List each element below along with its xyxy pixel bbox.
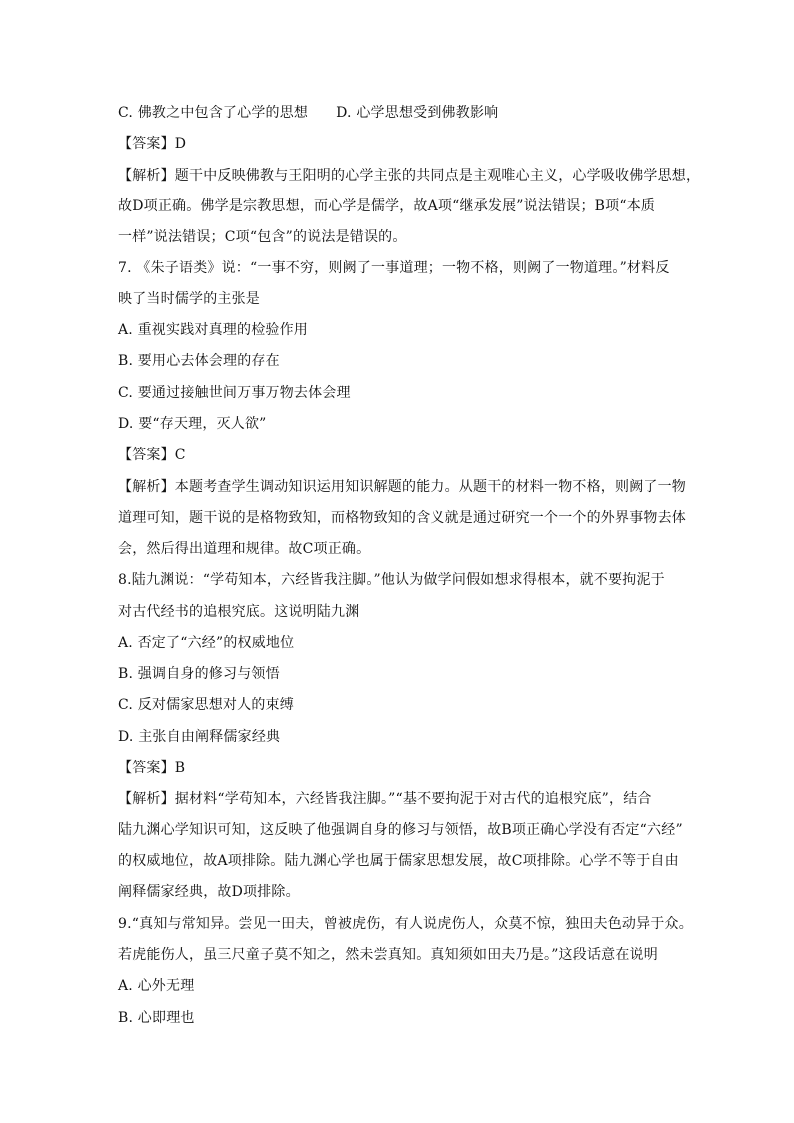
- q8-analysis-line: 【解析】据材料“学苟知本，六经皆我注脚。”“基不要拘泥于对古代的追根究底”，结合: [118, 791, 652, 807]
- q7-analysis-line: 道理可知，题干说的是格物致知，而格物致知的含义就是通过研究一个一个的外界事物去体: [118, 510, 686, 526]
- q6-analysis-line: 一样”说法错误；C项“包含”的说法是错误的。: [118, 229, 407, 245]
- q8-stem-line: 8.陆九渊说：“学苟知本，六经皆我注脚。”他认为做学问假如想求得根本，就不要拘泥于: [118, 572, 665, 588]
- q8-analysis-line: 陆九渊心学知识可知，这反映了他强调自身的修习与领悟，故B项正确心学没有否定“六经”: [118, 822, 683, 838]
- q7-option-c: C. 要通过接触世间万事万物去体会理: [118, 385, 351, 401]
- q9-option-b: B. 心即理也: [118, 1010, 195, 1026]
- q9-stem-line: 若虎能伤人，虽三尺童子莫不知之，然未尝真知。真知须如田夫乃是。”这段话意在说明: [118, 947, 658, 963]
- q8-analysis-line: 的权威地位，故A项排除。陆九渊心学也属于儒家思想发展，故C项排除。心学不等于自由: [118, 853, 679, 869]
- q7-stem-line: 映了当时儒学的主张是: [118, 291, 260, 307]
- q7-option-d: D. 要“存天理，灭人欲”: [118, 416, 267, 432]
- q6-answer: 【答案】D: [118, 136, 187, 152]
- q8-stem-line: 对古代经书的追根究底。这说明陆九渊: [118, 604, 360, 620]
- q7-analysis-line: 【解析】本题考查学生调动知识运用知识解题的能力。从题干的材料一物不格，则阙了一物: [118, 479, 686, 495]
- q8-option-c: C. 反对儒家思想对人的束缚: [118, 697, 294, 713]
- q6-option-c: C. 佛教之中包含了心学的思想: [118, 105, 309, 121]
- q7-option-b: B. 要用心去体会理的存在: [118, 353, 280, 369]
- q8-option-a: A. 否定了“六经”的权威地位: [118, 635, 295, 651]
- q8-option-d: D. 主张自由阐释儒家经典: [118, 729, 281, 745]
- q8-option-b: B. 强调自身的修习与领悟: [118, 666, 280, 682]
- q9-stem-line: 9.“真知与常知异。尝见一田夫，曾被虎伤，有人说虎伤人，众莫不惊，独田夫色动异于众。: [118, 916, 693, 932]
- q7-option-a: A. 重视实践对真理的检验作用: [118, 322, 309, 338]
- q6-option-d: D. 心学思想受到佛教影响: [336, 105, 499, 121]
- q9-option-a: A. 心外无理: [118, 978, 195, 994]
- q7-answer: 【答案】C: [118, 447, 186, 463]
- q6-analysis-line: 【解析】题干中反映佛教与王阳明的心学主张的共同点是主观唯心主义，心学吸收佛学思想，: [118, 168, 701, 184]
- q8-analysis-line: 阐释儒家经典，故D项排除。: [118, 884, 300, 900]
- q6-analysis-line: 故D项正确。佛学是宗教思想，而心学是儒学，故A项“继承发展”说法错误；B项“本质: [118, 198, 656, 214]
- q7-analysis-line: 会，然后得出道理和规律。故C项正确。: [118, 541, 371, 557]
- q8-answer: 【答案】B: [118, 760, 186, 776]
- q6-options-cd: [118, 103, 678, 123]
- q7-stem-line: 7. 《朱子语类》说：“一事不穷，则阙了一事道理；一物不格，则阙了一物道理。”材料反: [118, 260, 670, 276]
